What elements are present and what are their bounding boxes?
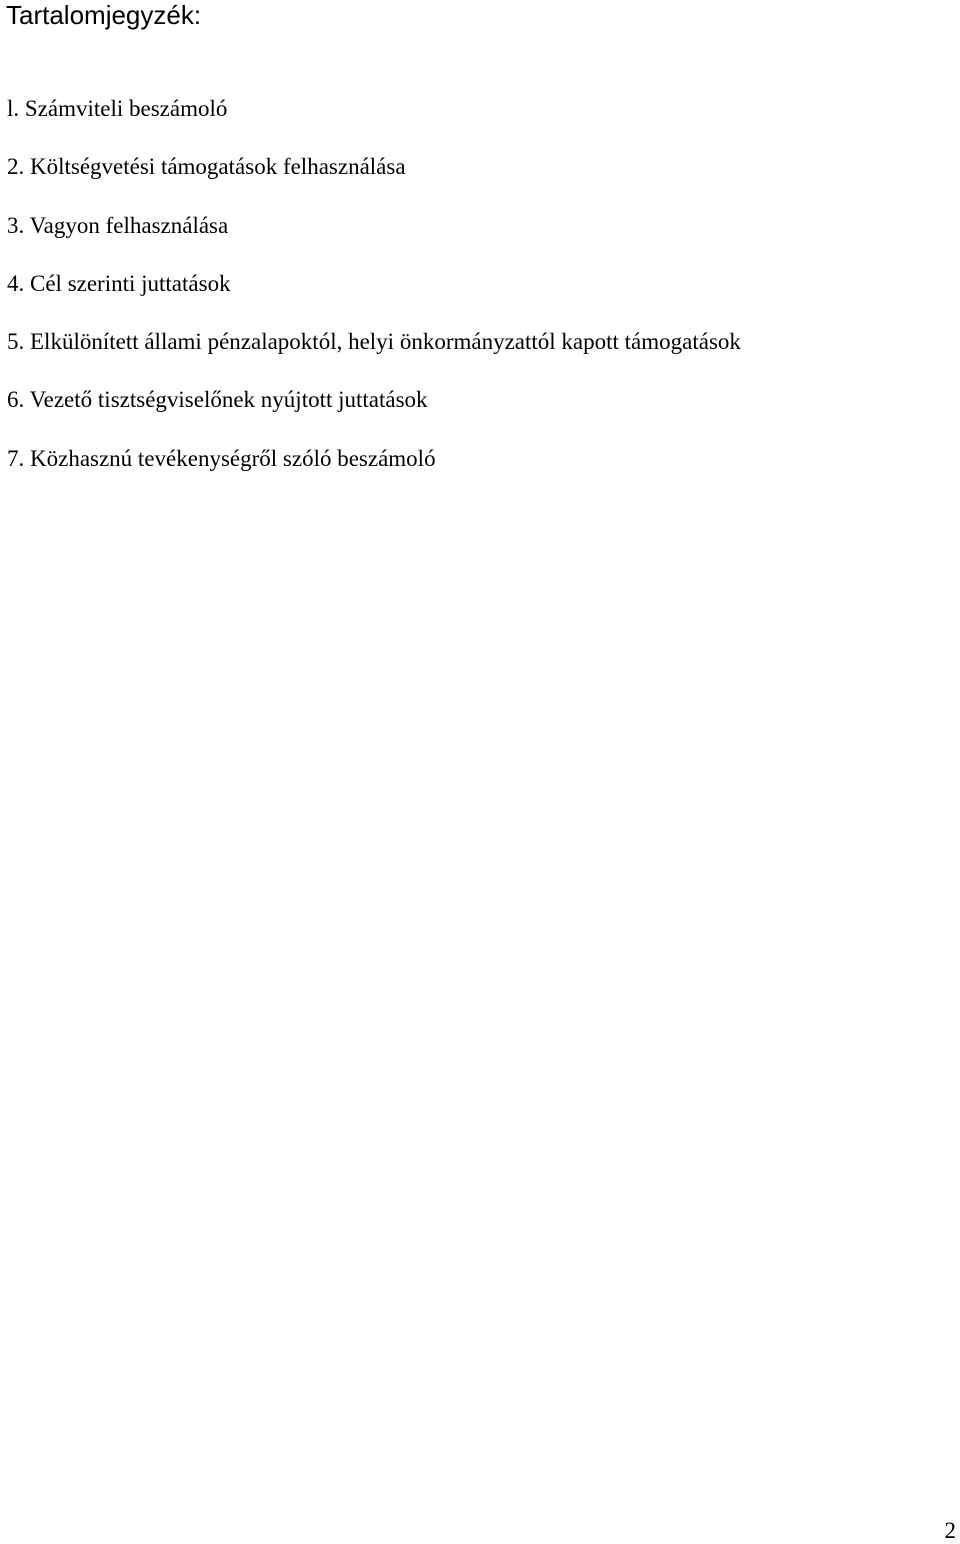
page-title: Tartalomjegyzék: — [6, 0, 202, 30]
table-of-contents — [7, 94, 741, 502]
toc-item-2: 2. Költségvetési támogatások felhasználása — [7, 154, 406, 180]
toc-item-5: 5. Elkülönített állami pénzalapoktól, helyi önkormányzattól kapott támogatások — [7, 329, 741, 355]
toc-item-1: l. Számviteli beszámoló — [7, 96, 228, 121]
page-number: 2 — [944, 1518, 956, 1543]
toc-item-3: 3. Vagyon felhasználása — [7, 212, 229, 238]
toc-item-6: 6. Vezető tisztségviselőnek nyújtott juttatások — [7, 387, 428, 413]
toc-item-4: 4. Cél szerinti juttatások — [7, 270, 231, 296]
toc-item-7: 7. Közhasznú tevékenységről szóló beszámoló — [7, 445, 436, 471]
